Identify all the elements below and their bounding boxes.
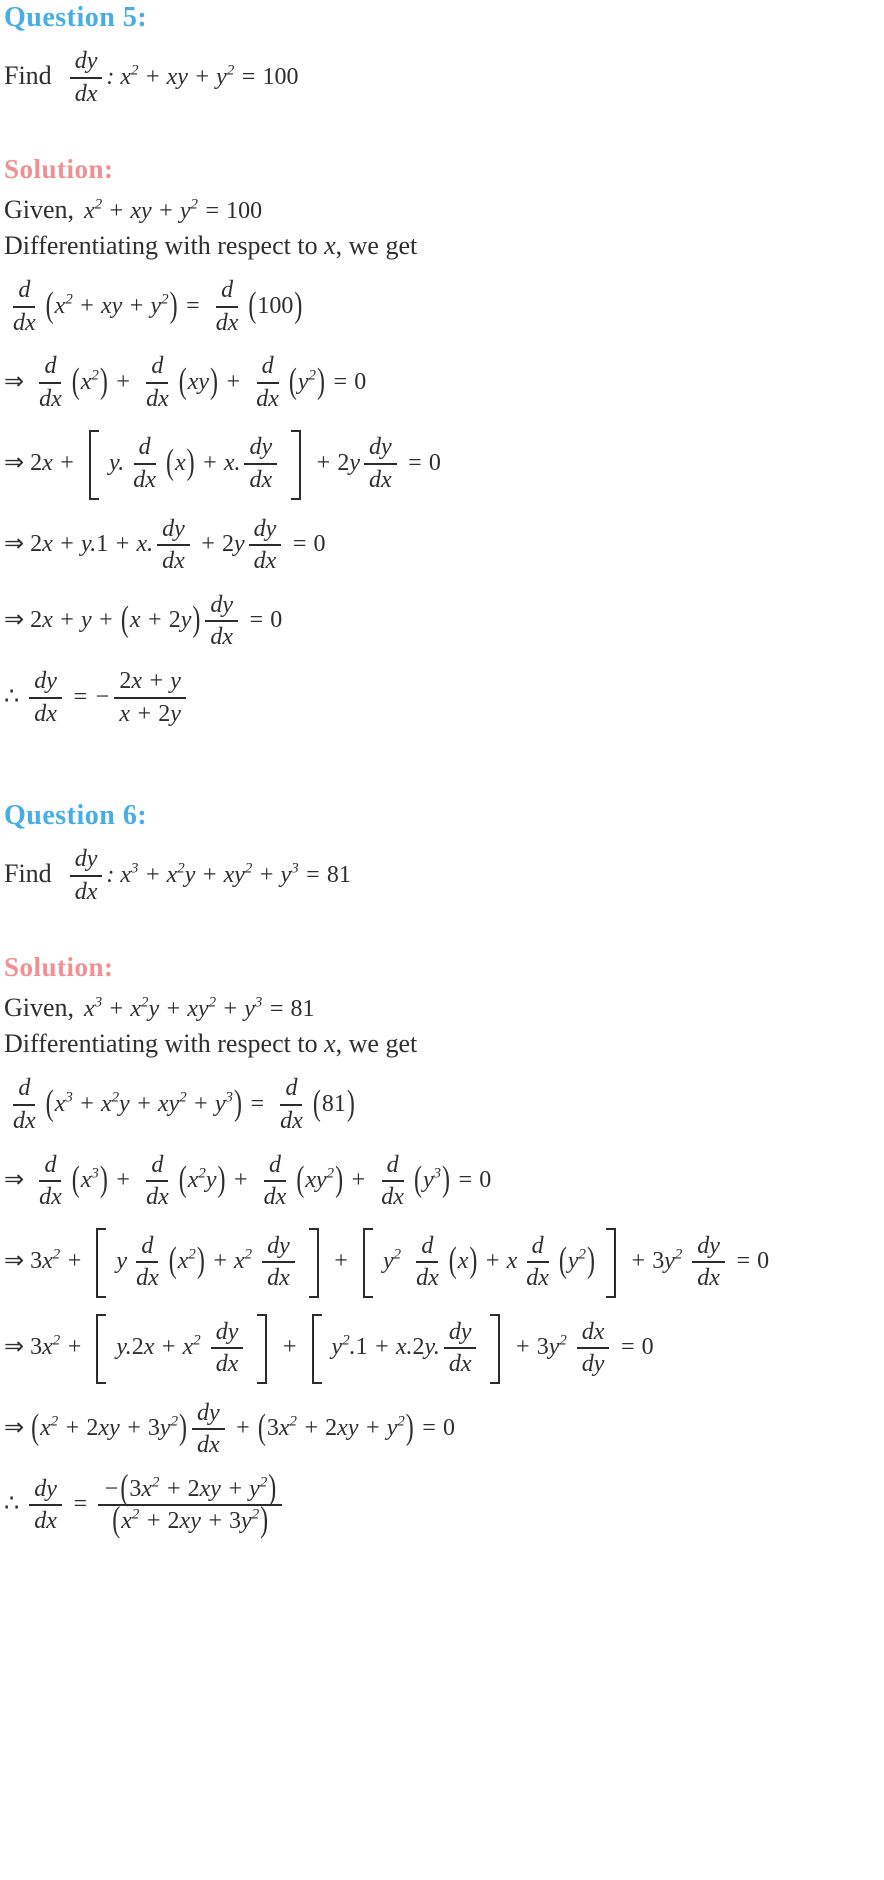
question6-differentiating-line: Differentiating with respect to x, we get (4, 1029, 418, 1059)
given-label: Given, (4, 195, 75, 225)
question5-step-1: $\frac{d}{dx}$ ($x^2$ + xy + $y^2$) = $\frac{d}{dx}$ (100) (13, 277, 303, 336)
find-label: Find (4, 858, 52, 888)
differentiation-variable: x (324, 231, 336, 261)
question6-prompt (4, 846, 878, 906)
question5-given-equation: $x^2$ + xy + $y^2 = 100$ (84, 196, 263, 225)
question5-given-line (4, 195, 878, 225)
question5-differentiating-line: Differentiating with respect to x, we get (4, 231, 418, 261)
question5-step-3: ⇒ 2x + y. $\frac{d}{dx}$ (x) + x. $\frac{dy}{dx}$ + 2y $\frac{dy}{dx}$ = 0 (4, 430, 878, 500)
question5-step-2: ⇒ $\frac{d}{dx}$ $(x^2)$ + $\frac{d}{dx}$ (xy) + $\frac{d}{dx}$ $(y^2) = 0$ (4, 353, 367, 412)
question6-heading: Question 6: (4, 800, 148, 832)
question6-step-4: ⇒ $3x^2 + y.2x + x^2$ $\frac{dy}{dx}$ + $y^2.1 + x.2y$. $\frac{dy}{dx}$ + $3y^2$ $\frac{dx}{dy}$ = 0 (4, 1314, 878, 1384)
question5-final-answer: ∴ $\frac{dy}{dx}$ = − $\frac{2x + y}{x + 2y}$ (4, 668, 878, 728)
question6-given-line (4, 993, 878, 1023)
question6-final-answer: ∴ $\frac{dy}{dx}$ = $\frac{-(3x^2 + 2xy + y^2)}{(x^2 + 2xy + 3y^2)}$ (4, 1476, 878, 1536)
question5-step-5: ⇒ 2x + y + (x + 2y) $\frac{dy}{dx}$ = 0 (4, 591, 283, 651)
question6-given-equation: $x^3 + x^2y + xy^2 + y^3 = 81$ (84, 994, 315, 1023)
question5-heading: Question 5: (4, 2, 148, 33)
question6-step-3: ⇒ $3x^2 + y$ $\frac{d}{dx}$ $(x^2) + x^2$ $\frac{dy}{dx}$ + $y^2$ $\frac{d}{dx}$ (x) + x $\frac{d}{dx}$ $(y^2) + 3y^2$ $\frac{dy}{dx}$ = 0 (4, 1228, 878, 1298)
question6-step-1: $\frac{d}{dx}$ $(x^3 + x^2y + xy^2 + y^3)$ = $\frac{d}{dx}$ (81) (13, 1075, 355, 1134)
question6-solution-heading: Solution: (4, 952, 114, 983)
question6-step-5: ⇒ $(x^2 + 2xy + 3y^2)$ $\frac{dy}{dx}$ + $(3x^2 + 2xy + y^2) = 0$ (4, 1399, 455, 1459)
question6-step-2: ⇒ $\frac{d}{dx}$ $(x^3)$ + $\frac{d}{dx}$ $(x^2y)$ + $\frac{d}{dx}$ $(xy^2)$ + $\frac{d}{dx}$ $(y^3) = 0$ (4, 1151, 492, 1211)
question5-prompt (4, 48, 878, 108)
question5-step-4: ⇒ 2x + y.1 + x. $\frac{dy}{dx}$ + 2y $\frac{dy}{dx}$ = 0 (4, 515, 326, 575)
differentiation-variable: x (324, 1029, 336, 1059)
question5-solution-heading: Solution: (4, 154, 114, 185)
question6-prompt-equation: $\frac{dy}{dx}$ : $x^3 + x^2y + xy^2 + y^3 = 81$ (66, 862, 351, 888)
given-label: Given, (4, 993, 75, 1023)
question5-prompt-equation: $\frac{dy}{dx}$ : $x^2$ + xy + $y^2 = 100$ (66, 64, 299, 90)
find-label: Find (4, 60, 52, 90)
